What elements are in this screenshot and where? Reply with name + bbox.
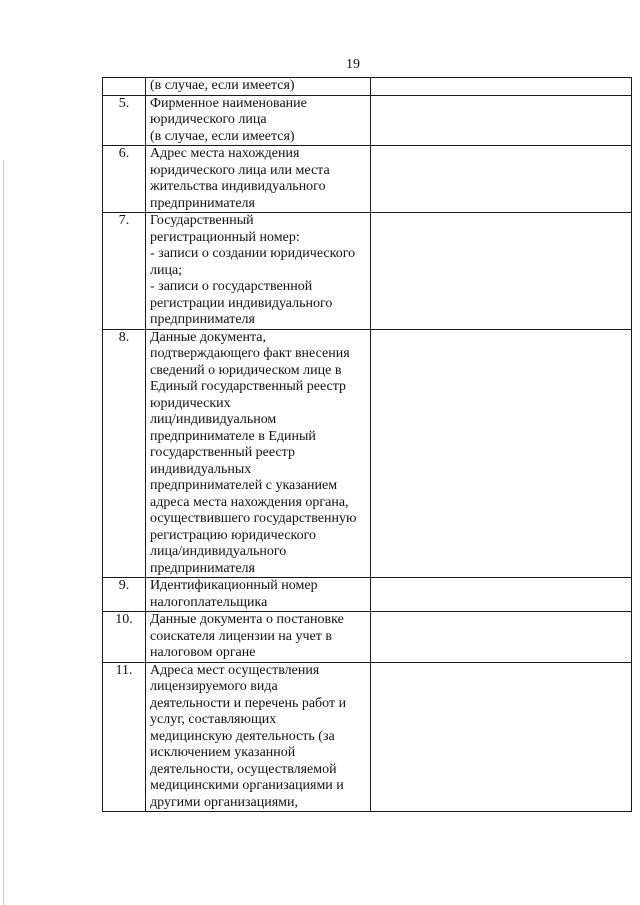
field-value-cell [371,662,632,812]
field-label-line: предпринимателя [150,195,255,211]
row-number: 7. [103,213,146,330]
field-label-line: (в случае, если имеется) [150,78,295,93]
field-label-line: регистрационный номер: [150,229,300,245]
field-label-cell [146,662,371,812]
table-row [103,213,632,330]
field-label-line: деятельности и перечень работ и [150,695,347,711]
field-label-line: адреса места нахождения органа, [150,494,349,510]
field-label-line: - записи о государственной [150,279,313,294]
table-row [103,662,632,812]
field-label-line: услуг, составляющих [150,712,277,727]
field-label-line: регистрации индивидуального [150,295,333,311]
table-row [103,95,632,146]
table-row [103,146,632,213]
field-value-cell [371,329,632,578]
field-label-line: государственный реестр [150,445,295,460]
field-label-line: Единый государственный реестр [150,379,347,394]
table-row [103,578,632,612]
field-label-cell [146,146,371,213]
field-label-line: Идентификационный номер [150,578,318,593]
field-label-line: жительства индивидуального [150,179,326,194]
field-label-line: юридического лица или места [150,162,330,178]
field-value-cell [371,578,632,612]
row-number: 5. [103,95,146,146]
field-value-cell [371,95,632,146]
field-label-line: подтверждающего факт внесения [150,346,350,361]
scan-edge-line [3,160,4,905]
field-label-line: - записи о создании юридического [150,246,356,261]
field-label-line: деятельности, осуществляемой [150,761,337,777]
field-label-line: налоговом органе [150,645,256,660]
field-label-line: лица/индивидуального [150,544,287,559]
field-label-cell [146,329,371,578]
field-label-line: предпринимателей с указанием [150,478,338,493]
row-number: 11. [103,662,146,812]
field-label-line: лицензируемого вида [150,679,278,694]
field-label-cell [146,578,371,612]
table-body [103,78,632,812]
field-label-line: Данные документа, [150,329,266,345]
field-label-line: индивидуальных [150,461,252,477]
field-label-line: лиц/индивидуальном [150,412,277,427]
field-label-line: другими организациями, [150,794,298,810]
field-label-cell [146,213,371,330]
field-label-cell [146,78,371,96]
field-label-line: лица; [150,262,183,278]
field-label-line: Фирменное наименование [150,95,307,111]
field-label-line: Государственный [150,213,254,228]
field-label-line: предпринимателя [150,560,255,576]
table-row [103,612,632,663]
form-table [102,77,632,812]
field-label-line: предпринимателе в Единый [150,428,316,444]
field-label-line: Адреса мест осуществления [150,662,320,678]
field-label-line: медицинскими организациями и [150,778,344,793]
field-label-line: исключением указанной [150,745,296,760]
field-label-line: соискателя лицензии на учет в [150,628,332,644]
field-label-line: налогоплательщика [150,594,268,610]
field-value-cell [371,612,632,663]
field-label-line: регистрацию юридического [150,527,316,543]
table-row [103,329,632,578]
field-label-line: Данные документа о постановке [150,612,344,627]
field-label-cell [146,612,371,663]
row-number: 9. [103,578,146,612]
row-number: 6. [103,146,146,213]
field-label-line: сведений о юридическом лице в [150,362,342,378]
field-label-line: осуществившего государственную [150,511,357,526]
field-label-line: юридических [150,395,231,411]
field-value-cell [371,213,632,330]
field-value-cell [371,78,632,96]
field-label-line: Адрес места нахождения [150,146,300,161]
page-number: 19 [346,57,360,72]
row-number: 10. [103,612,146,663]
row-number: 8. [103,329,146,578]
table-row [103,78,632,96]
field-label-cell [146,95,371,146]
field-label-line: (в случае, если имеется) [150,128,295,144]
field-label-line: юридического лица [150,112,267,127]
row-number [103,78,146,96]
field-value-cell [371,146,632,213]
field-label-line: предпринимателя [150,312,255,327]
field-label-line: медицинскую деятельность (за [150,728,335,744]
